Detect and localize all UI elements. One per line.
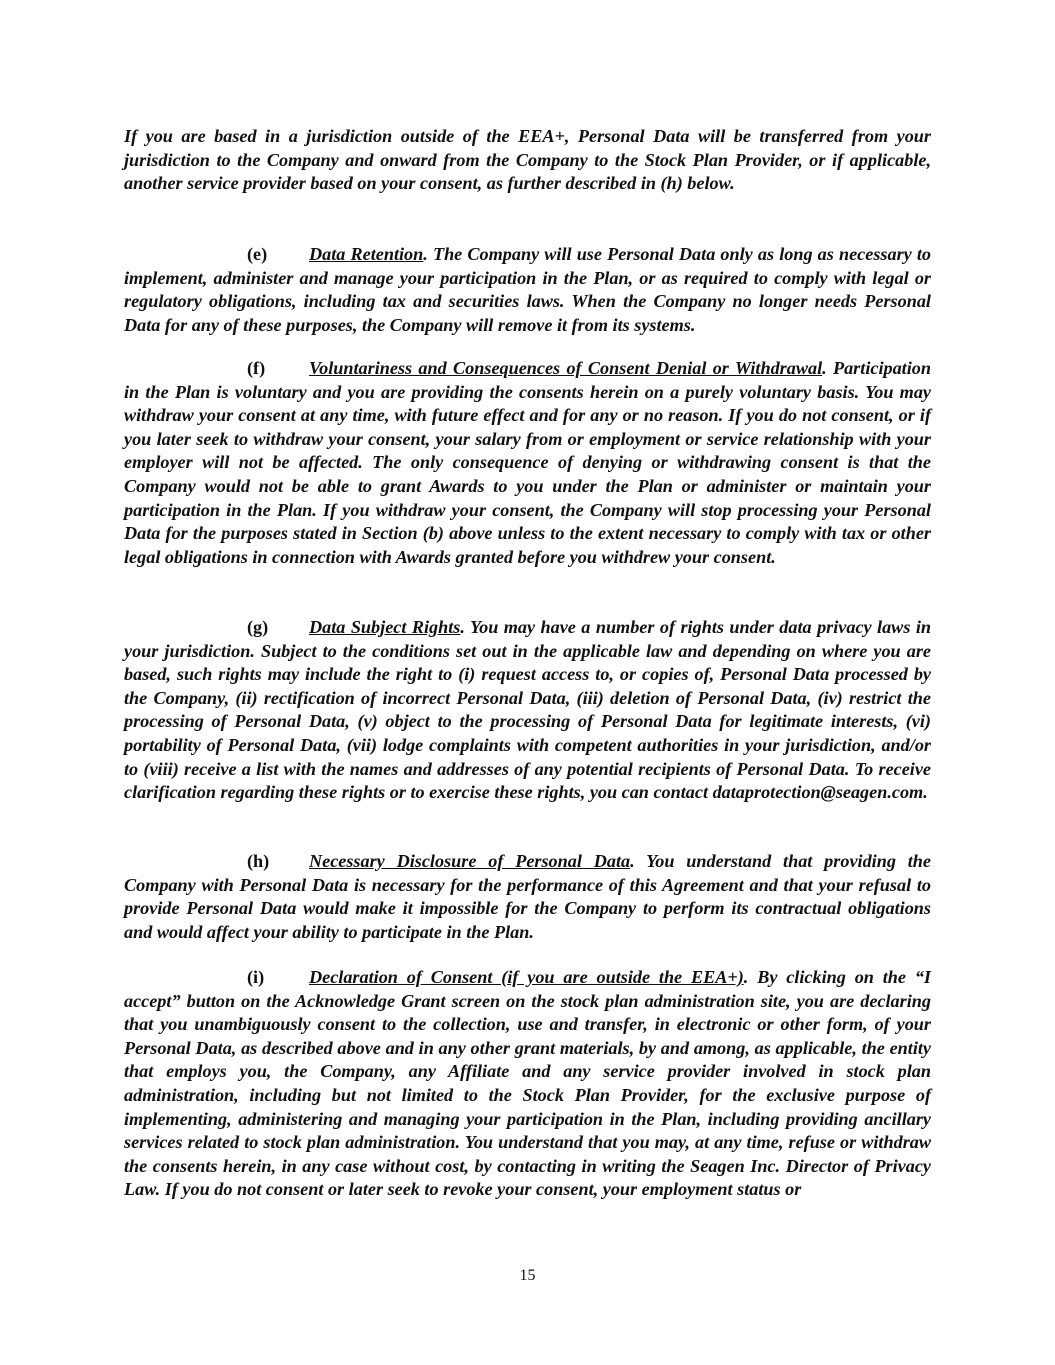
section-body: You understand that providing the Company with Personal Data is necessary for the performance of this Agreement and that your refusal to provide Personal Data would make it impossible for the Company to perform its contractual obligations and would affect your ability to participate in the Plan. — [124, 851, 931, 942]
section-h-paragraph — [124, 850, 931, 944]
section-body: Participation in the Plan is voluntary and you are providing the consents herein on a purely voluntary basis. You may withdraw your consent at any time, with future effect and for any or no reason. If you do not consent, or if you later seek to withdraw your consent, your salary from or employment or service relationship with your employer will not be affected. The only consequence of denying or withdrawing consent is that the Company would not be able to grant Awards to you under the Plan or administer or maintain your participation in the Plan. If you withdraw your consent, the Company will stop processing your Personal Data for the purposes stated in Section (b) above unless to the extent necessary to comply with tax or other legal obligations in connection with Awards granted before you withdrew your consent. — [124, 358, 931, 567]
intro-paragraph: If you are based in a jurisdiction outside of the EEA+, Personal Data will be transferred from your jurisdiction to the Company and onward from the Company to the Stock Plan Provider, or if applicable, another service provider based on your consent, as further described in (h) below. — [124, 126, 931, 194]
section-heading-period: . — [822, 358, 827, 378]
section-heading-period: . — [423, 244, 428, 264]
section-g-paragraph — [124, 616, 931, 805]
section-body: By clicking on the “I accept” button on the Acknowledge Grant screen on the stock plan administration site, you are declaring that you unambiguously consent to the collection, use and transfer, in electronic or other form, of your Personal Data, as described above and in any other grant materials, by and among, as applicable, the entity that employs you, the Company, any Affiliate and any service provider involved in stock plan administration, including but not limited to the Stock Plan Provider, for the exclusive purpose of implementing, administering and managing your participation in the Plan, including providing ancillary services related to stock plan administration. You understand that you may, at any time, refuse or withdraw the consents herein, in any case without cost, by contacting in writing the Seagen Inc. Director of Privacy Law. If you do not consent or later seek to revoke your consent, your employment status or — [124, 967, 931, 1200]
section-heading-period: . — [460, 617, 465, 637]
section-heading-period: . — [743, 967, 749, 987]
section-number: (h) — [247, 851, 270, 871]
section-heading: Data Retention — [309, 244, 424, 264]
section-heading: Necessary Disclosure of Personal Data — [309, 851, 631, 871]
page-number: 15 — [519, 1267, 536, 1284]
section-f-paragraph — [124, 357, 931, 569]
section-i-paragraph — [124, 966, 931, 1202]
section-heading: Declaration of Consent (if you are outside the EEA+) — [309, 967, 744, 987]
section-e-paragraph — [124, 243, 931, 337]
section-number: (g) — [247, 617, 269, 637]
section-body: You may have a number of rights under data privacy laws in your jurisdiction. Subject to the conditions set out in the applicable law and depending on where you are based, such rights may include the right to (i) request access to, or copies of, Personal Data processed by the Company, (ii) rectification of incorrect Personal Data, (iii) deletion of Personal Data, (iv) restrict the processing of Personal Data, (v) object to the processing of Personal Data for legitimate interests, (vi) portability of Personal Data, (vii) lodge complaints with competent authorities in your jurisdiction, and/or to (viii) receive a list with the names and addresses of any potential recipients of Personal Data. To receive clarification regarding these rights or to exercise these rights, you can contact dataprotection@seagen.com. — [124, 617, 931, 803]
section-heading: Data Subject Rights — [309, 617, 461, 637]
section-number: (i) — [247, 967, 265, 987]
section-heading-period: . — [630, 851, 635, 871]
section-body: The Company will use Personal Data only as long as necessary to implement, administer and manage your participation in the Plan, or as required to comply with legal or regulatory obligations, including tax and securities laws. When the Company no longer needs Personal Data for any of these purposes, the Company will remove it from its systems. — [124, 244, 931, 335]
section-number: (e) — [247, 244, 268, 264]
section-heading: Voluntariness and Consequences of Consent Denial or Withdrawal — [309, 358, 823, 378]
section-number: (f) — [247, 358, 266, 378]
